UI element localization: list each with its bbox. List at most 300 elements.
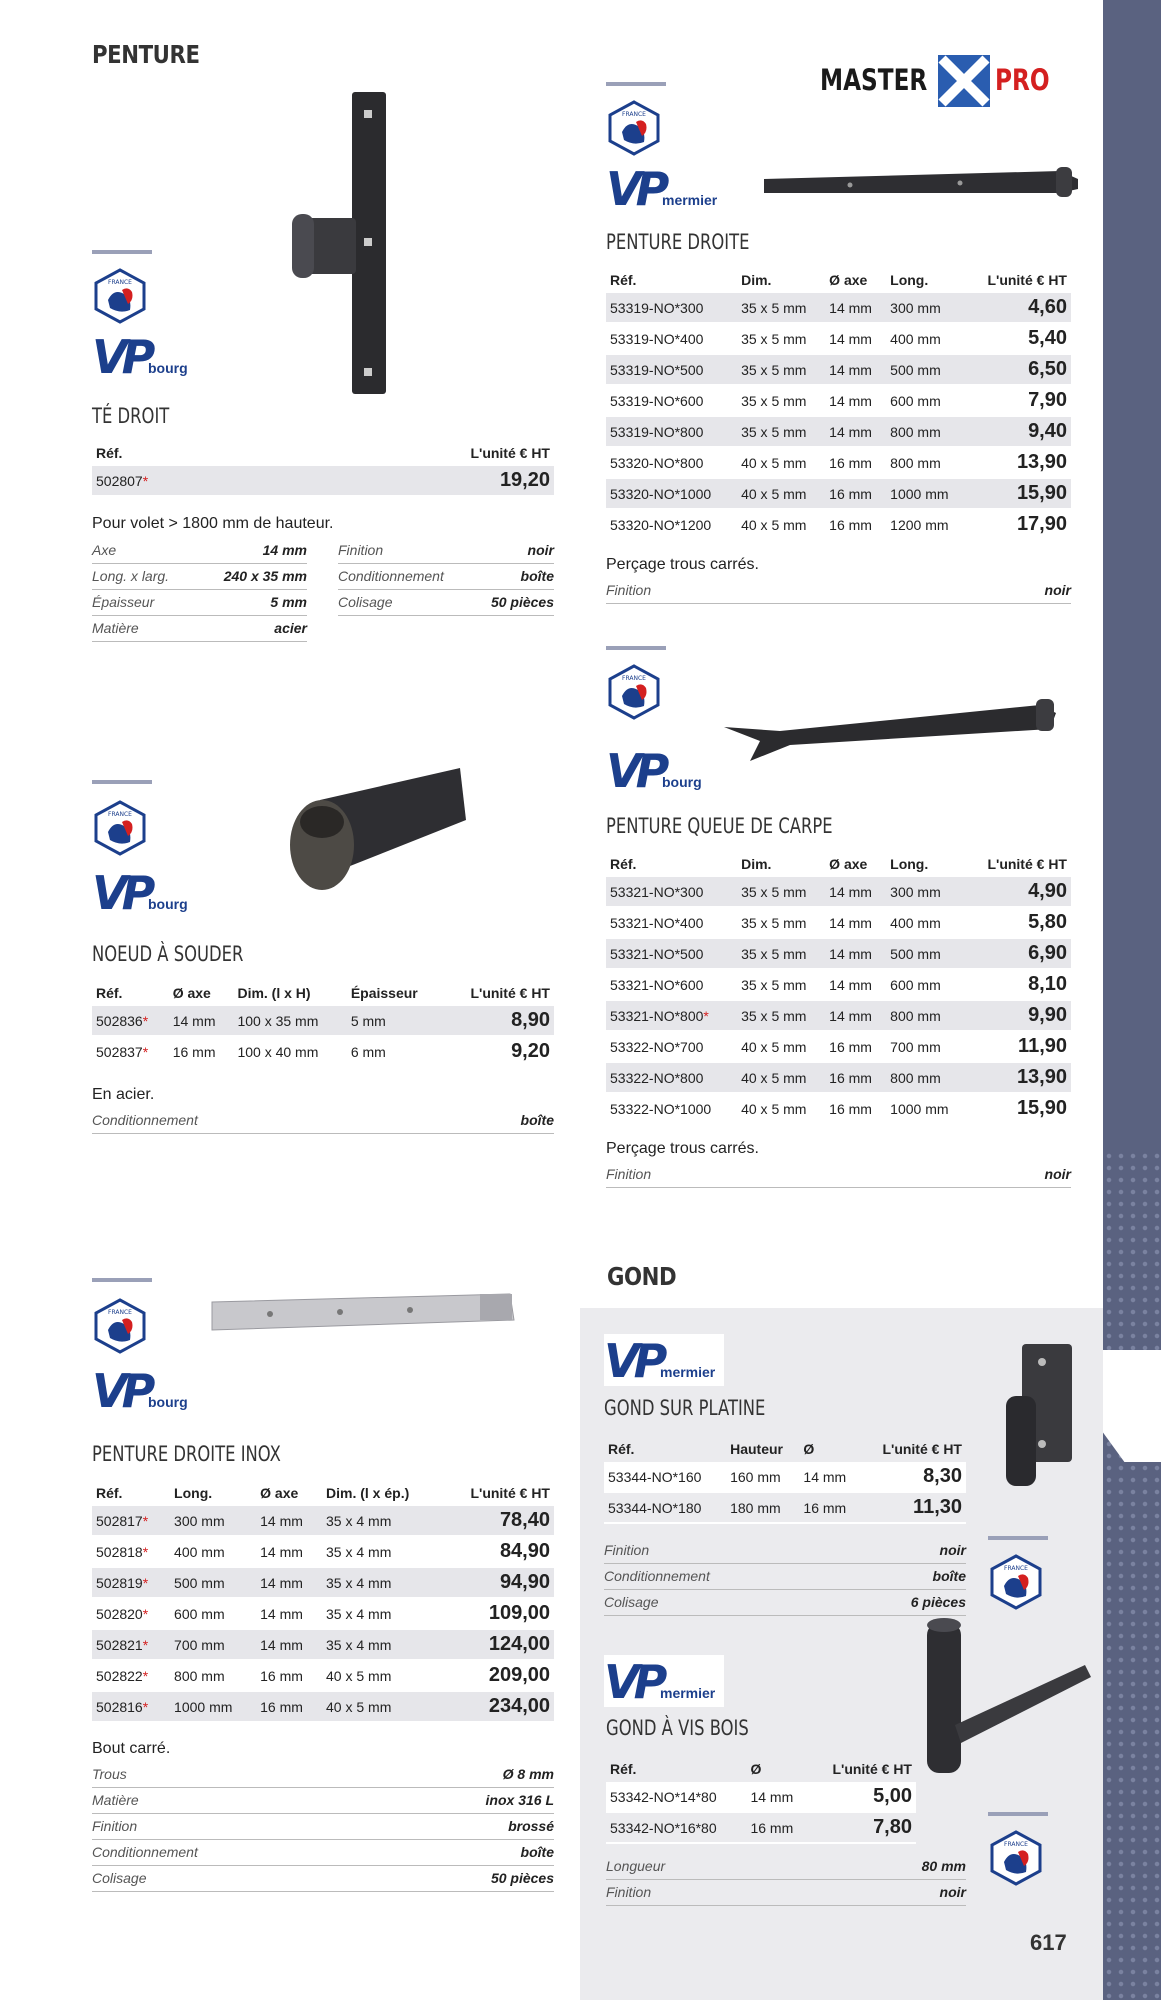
axe-cell: 14 mm bbox=[825, 385, 886, 416]
table-row bbox=[92, 1598, 554, 1629]
col-ref: Réf. bbox=[96, 985, 123, 1001]
h-cell: 180 mm bbox=[726, 1492, 799, 1523]
axe-cell: 14 mm bbox=[825, 293, 886, 323]
dim-cell: 35 x 5 mm bbox=[737, 907, 825, 938]
table-row bbox=[92, 1006, 554, 1036]
page-number: 617 bbox=[1030, 1930, 1067, 1955]
svg-text:FRANCE: FRANCE bbox=[108, 279, 132, 286]
price-cell: 234,00 bbox=[440, 1691, 554, 1722]
axe-cell: 16 mm bbox=[169, 1036, 234, 1067]
long-cell: 400 mm bbox=[886, 907, 966, 938]
product-table bbox=[606, 267, 1071, 541]
col-ref: Réf. bbox=[610, 1761, 637, 1777]
table-row bbox=[606, 969, 1071, 1000]
inox-image bbox=[210, 1290, 515, 1338]
made-in-france-icon bbox=[608, 100, 660, 156]
table-row bbox=[92, 1036, 554, 1067]
price-cell: 5,00 bbox=[809, 1782, 916, 1812]
axe-cell: 14 mm bbox=[825, 969, 886, 1000]
ref-cell: 53319-NO*500 bbox=[606, 354, 737, 385]
axe-cell: 14 mm bbox=[825, 938, 886, 969]
table-row bbox=[604, 1462, 966, 1492]
ref-cell: 53320-NO*800 bbox=[606, 447, 737, 478]
svg-text:FRANCE: FRANCE bbox=[108, 811, 132, 818]
specs-left bbox=[92, 538, 307, 642]
spec-row: Finition brossé bbox=[92, 1814, 554, 1840]
ref-cell: 53342-NO*16*80 bbox=[606, 1812, 746, 1843]
h-cell: 160 mm bbox=[726, 1462, 799, 1492]
product-title: PENTURE QUEUE DE CARPE bbox=[606, 814, 833, 838]
ref-cell: 53322-NO*800 bbox=[606, 1062, 737, 1093]
spec-row: Conditionnement boîte bbox=[92, 1108, 554, 1134]
dim-cell: 40 x 5 mm bbox=[737, 447, 825, 478]
ref-cell: 53319-NO*400 bbox=[606, 323, 737, 354]
product-note: Perçage trous carrés. bbox=[606, 1140, 759, 1157]
ref-cell: 502836* bbox=[92, 1006, 169, 1036]
product-title: GOND SUR PLATINE bbox=[604, 1396, 766, 1420]
spec-row: Épaisseur 5 mm bbox=[92, 590, 307, 616]
spec-row: Longueur 80 mm bbox=[606, 1854, 966, 1880]
axe-cell: 16 mm bbox=[825, 1093, 886, 1124]
axe-cell: 14 mm bbox=[256, 1598, 322, 1629]
specs bbox=[606, 578, 1071, 604]
price-cell: 11,30 bbox=[861, 1492, 966, 1523]
ref-cell: 53321-NO*600 bbox=[606, 969, 737, 1000]
ref-cell: 53319-NO*300 bbox=[606, 293, 737, 323]
col-diam: Ø bbox=[803, 1441, 815, 1457]
brand-pro: PRO bbox=[995, 63, 1050, 97]
svg-text:FRANCE: FRANCE bbox=[1004, 1565, 1028, 1572]
table-header bbox=[92, 1480, 554, 1506]
dim-cell: 35 x 4 mm bbox=[322, 1629, 440, 1660]
d-cell: 16 mm bbox=[799, 1492, 860, 1523]
col-price: L'unité € HT bbox=[987, 272, 1067, 288]
divider-bar bbox=[92, 1278, 152, 1282]
table-row bbox=[606, 938, 1071, 969]
price-cell: 94,90 bbox=[440, 1567, 554, 1598]
axe-cell: 16 mm bbox=[256, 1691, 322, 1722]
col-ref: Réf. bbox=[610, 272, 637, 288]
master-pro-logo bbox=[820, 55, 1050, 110]
long-cell: 400 mm bbox=[886, 323, 966, 354]
price-cell: 8,30 bbox=[861, 1462, 966, 1492]
vp-logo bbox=[604, 1334, 724, 1386]
price-cell: 8,10 bbox=[966, 969, 1071, 1000]
product-table bbox=[606, 851, 1071, 1125]
price-cell: 209,00 bbox=[440, 1660, 554, 1691]
vp-logo-sub: bourg bbox=[662, 774, 702, 790]
axe-cell: 14 mm bbox=[825, 877, 886, 907]
axe-cell: 16 mm bbox=[825, 447, 886, 478]
table-row bbox=[606, 1782, 916, 1812]
price-cell: 7,80 bbox=[809, 1812, 916, 1843]
col-dim: Dim. (l x ép.) bbox=[326, 1485, 410, 1501]
dim-cell: 40 x 5 mm bbox=[737, 478, 825, 509]
product-title: PENTURE DROITE bbox=[606, 230, 750, 254]
spec-row: Finition noir bbox=[604, 1538, 966, 1564]
svg-text:FRANCE: FRANCE bbox=[108, 1309, 132, 1316]
axe-cell: 16 mm bbox=[256, 1660, 322, 1691]
ref-cell: 502818* bbox=[92, 1536, 170, 1567]
col-dim: Dim. bbox=[741, 272, 772, 288]
table-header bbox=[604, 1436, 966, 1462]
table-row bbox=[606, 1031, 1071, 1062]
col-axe: Ø axe bbox=[829, 856, 868, 872]
price-cell: 78,40 bbox=[440, 1506, 554, 1536]
dim-cell: 35 x 5 mm bbox=[737, 877, 825, 907]
dim-cell: 35 x 5 mm bbox=[737, 1000, 825, 1031]
table-row bbox=[606, 1093, 1071, 1124]
dim-cell: 40 x 5 mm bbox=[737, 509, 825, 540]
vp-logo bbox=[92, 1364, 212, 1416]
col-ref: Réf. bbox=[608, 1441, 635, 1457]
vp-logo-mark: VP bbox=[92, 330, 150, 384]
made-in-france-icon bbox=[990, 1830, 1042, 1886]
ref-cell: 53321-NO*500 bbox=[606, 938, 737, 969]
dim-cell: 35 x 5 mm bbox=[737, 323, 825, 354]
dim-cell: 40 x 5 mm bbox=[737, 1062, 825, 1093]
long-cell: 800 mm bbox=[170, 1660, 256, 1691]
ref-cell: 53342-NO*14*80 bbox=[606, 1782, 746, 1812]
svg-text:FRANCE: FRANCE bbox=[622, 111, 646, 118]
price-cell: 9,90 bbox=[966, 1000, 1071, 1031]
vp-logo-sub: mermier bbox=[662, 192, 718, 208]
price-cell: 11,90 bbox=[966, 1031, 1071, 1062]
made-in-france-icon bbox=[608, 664, 660, 720]
vp-logo-sub: bourg bbox=[148, 360, 188, 376]
made-in-france-icon bbox=[94, 1298, 146, 1354]
product-note: Pour volet > 1800 mm de hauteur. bbox=[92, 515, 334, 532]
spec-row: Axe 14 mm bbox=[92, 538, 307, 564]
spec-row: Matière acier bbox=[92, 616, 307, 642]
ref-cell: 502817* bbox=[92, 1506, 170, 1536]
price-cell: 4,60 bbox=[966, 293, 1071, 323]
axe-cell: 16 mm bbox=[825, 1031, 886, 1062]
long-cell: 300 mm bbox=[886, 293, 966, 323]
spec-row: Finition noir bbox=[338, 538, 554, 564]
vp-logo bbox=[92, 330, 212, 382]
axe-cell: 14 mm bbox=[169, 1006, 234, 1036]
dim-cell: 35 x 5 mm bbox=[737, 385, 825, 416]
dim-cell: 100 x 40 mm bbox=[233, 1036, 346, 1067]
spec-row: Long. x larg. 240 x 35 mm bbox=[92, 564, 307, 590]
made-in-france-icon bbox=[990, 1554, 1042, 1610]
specs bbox=[92, 1108, 554, 1134]
divider-bar bbox=[606, 646, 666, 650]
product-note: En acier. bbox=[92, 1086, 155, 1103]
spec-row: Finition noir bbox=[606, 1880, 966, 1906]
table-header bbox=[606, 267, 1071, 293]
vp-logo-mark: VP bbox=[604, 1655, 662, 1709]
vp-logo-sub: bourg bbox=[148, 1394, 188, 1410]
price-cell: 9,20 bbox=[442, 1036, 554, 1067]
price-cell: 19,20 bbox=[280, 466, 554, 496]
spec-row: Colisage 50 pièces bbox=[338, 590, 554, 616]
axe-cell: 14 mm bbox=[825, 416, 886, 447]
dim-cell: 100 x 35 mm bbox=[233, 1006, 346, 1036]
table-header bbox=[606, 1756, 916, 1782]
d-cell: 14 mm bbox=[799, 1462, 860, 1492]
axe-cell: 14 mm bbox=[825, 907, 886, 938]
table-row bbox=[606, 323, 1071, 354]
ref-cell: 53319-NO*600 bbox=[606, 385, 737, 416]
col-hauteur: Hauteur bbox=[730, 1441, 783, 1457]
dim-cell: 40 x 5 mm bbox=[322, 1691, 440, 1722]
table-header bbox=[92, 980, 554, 1006]
dim-cell: 35 x 5 mm bbox=[737, 416, 825, 447]
brand-master: MASTER bbox=[820, 63, 928, 97]
vp-logo-mark: VP bbox=[604, 1334, 662, 1388]
price-cell: 7,90 bbox=[966, 385, 1071, 416]
col-dim: Dim. bbox=[741, 856, 772, 872]
specs bbox=[604, 1538, 966, 1616]
table-row bbox=[606, 1812, 916, 1843]
price-cell: 124,00 bbox=[440, 1629, 554, 1660]
col-axe: Ø axe bbox=[260, 1485, 299, 1501]
product-table bbox=[92, 980, 554, 1068]
table-row bbox=[606, 509, 1071, 540]
ref-cell: 53344-NO*160 bbox=[604, 1462, 726, 1492]
price-cell: 8,90 bbox=[442, 1006, 554, 1036]
table-row bbox=[606, 447, 1071, 478]
spec-row: Trous Ø 8 mm bbox=[92, 1762, 554, 1788]
ref-cell: 502816* bbox=[92, 1691, 170, 1722]
gond-vis-image bbox=[905, 1615, 1095, 1795]
dim-cell: 35 x 4 mm bbox=[322, 1536, 440, 1567]
ref-cell: 502819* bbox=[92, 1567, 170, 1598]
ref-cell: 502821* bbox=[92, 1629, 170, 1660]
long-cell: 1000 mm bbox=[170, 1691, 256, 1722]
table-row bbox=[92, 466, 554, 496]
col-price: L'unité € HT bbox=[832, 1761, 912, 1777]
table-row bbox=[606, 354, 1071, 385]
specs-right bbox=[338, 538, 554, 616]
product-table bbox=[606, 1756, 916, 1844]
table-header bbox=[606, 851, 1071, 877]
product-title: NOEUD À SOUDER bbox=[92, 942, 244, 966]
price-cell: 9,40 bbox=[966, 416, 1071, 447]
specs bbox=[606, 1854, 966, 1906]
table-row bbox=[606, 416, 1071, 447]
table-row bbox=[606, 877, 1071, 907]
col-ref: Réf. bbox=[96, 1485, 123, 1501]
long-cell: 1200 mm bbox=[886, 509, 966, 540]
col-price: L'unité € HT bbox=[470, 985, 550, 1001]
vp-logo bbox=[92, 866, 212, 918]
table-row bbox=[92, 1691, 554, 1722]
te-droit-image bbox=[290, 90, 420, 400]
long-cell: 700 mm bbox=[886, 1031, 966, 1062]
product-table bbox=[604, 1436, 966, 1524]
long-cell: 800 mm bbox=[886, 447, 966, 478]
divider-bar bbox=[92, 780, 152, 784]
product-title: TÉ DROIT bbox=[92, 404, 170, 428]
dim-cell: 35 x 4 mm bbox=[322, 1598, 440, 1629]
table-row bbox=[606, 1062, 1071, 1093]
svg-text:FRANCE: FRANCE bbox=[1004, 1841, 1028, 1848]
spec-row: Conditionnement boîte bbox=[92, 1840, 554, 1866]
col-epaisseur: Épaisseur bbox=[350, 985, 418, 1001]
vp-logo-mark: VP bbox=[92, 866, 150, 920]
ref-cell: 53321-NO*400 bbox=[606, 907, 737, 938]
table-row bbox=[606, 1000, 1071, 1031]
dim-cell: 40 x 5 mm bbox=[737, 1093, 825, 1124]
col-long: Long. bbox=[890, 856, 929, 872]
dim-cell: 35 x 5 mm bbox=[737, 969, 825, 1000]
table-row bbox=[606, 385, 1071, 416]
col-price: L'unité € HT bbox=[987, 856, 1067, 872]
ref-cell: 502837* bbox=[92, 1036, 169, 1067]
brand-cross-icon bbox=[938, 55, 990, 107]
divider-bar bbox=[988, 1536, 1048, 1540]
col-diam: Ø bbox=[750, 1761, 762, 1777]
table-row bbox=[92, 1660, 554, 1691]
col-long: Long. bbox=[890, 272, 929, 288]
spec-row: Colisage 6 pièces bbox=[604, 1590, 966, 1616]
table-row bbox=[92, 1506, 554, 1536]
dim-cell: 35 x 5 mm bbox=[737, 938, 825, 969]
vp-logo-mark: VP bbox=[606, 744, 664, 798]
long-cell: 600 mm bbox=[886, 385, 966, 416]
ref-cell: 502807* bbox=[92, 466, 280, 496]
axe-cell: 16 mm bbox=[825, 509, 886, 540]
dim-cell: 35 x 4 mm bbox=[322, 1567, 440, 1598]
table-row bbox=[604, 1492, 966, 1523]
section-title-gond: GOND bbox=[607, 1262, 677, 1291]
ref-cell: 53322-NO*1000 bbox=[606, 1093, 737, 1124]
col-axe: Ø axe bbox=[172, 985, 211, 1001]
price-cell: 13,90 bbox=[966, 1062, 1071, 1093]
table-row bbox=[606, 907, 1071, 938]
price-cell: 84,90 bbox=[440, 1536, 554, 1567]
ref-cell: 53321-NO*300 bbox=[606, 877, 737, 907]
specs bbox=[92, 1762, 554, 1892]
price-cell: 6,50 bbox=[966, 354, 1071, 385]
ref-cell: 502822* bbox=[92, 1660, 170, 1691]
spec-row: Conditionnement boîte bbox=[338, 564, 554, 590]
price-cell: 15,90 bbox=[966, 1093, 1071, 1124]
long-cell: 600 mm bbox=[170, 1598, 256, 1629]
long-cell: 800 mm bbox=[886, 1000, 966, 1031]
vp-logo-sub: bourg bbox=[148, 896, 188, 912]
table-row bbox=[606, 293, 1071, 323]
axe-cell: 14 mm bbox=[256, 1536, 322, 1567]
dim-cell: 40 x 5 mm bbox=[322, 1660, 440, 1691]
axe-cell: 16 mm bbox=[825, 1062, 886, 1093]
ref-cell: 53319-NO*800 bbox=[606, 416, 737, 447]
col-long: Long. bbox=[174, 1485, 213, 1501]
table-row bbox=[92, 1536, 554, 1567]
product-title: PENTURE DROITE INOX bbox=[92, 1442, 281, 1466]
product-table bbox=[92, 1480, 554, 1723]
vp-logo-mark: VP bbox=[92, 1364, 150, 1418]
price-cell: 4,90 bbox=[966, 877, 1071, 907]
d-cell: 14 mm bbox=[746, 1782, 808, 1812]
price-cell: 17,90 bbox=[966, 509, 1071, 540]
noeud-image bbox=[280, 760, 470, 910]
product-title: GOND À VIS BOIS bbox=[606, 1716, 749, 1740]
axe-cell: 14 mm bbox=[256, 1567, 322, 1598]
col-price: L'unité € HT bbox=[470, 445, 550, 461]
col-axe: Ø axe bbox=[829, 272, 868, 288]
d-cell: 16 mm bbox=[746, 1812, 808, 1843]
side-band-pattern bbox=[1103, 1150, 1161, 2000]
spec-row: Finition noir bbox=[606, 1162, 1071, 1188]
table-row bbox=[606, 478, 1071, 509]
vp-logo bbox=[606, 162, 726, 214]
table-header bbox=[92, 440, 554, 466]
dim-cell: 35 x 4 mm bbox=[322, 1506, 440, 1536]
price-cell: 13,90 bbox=[966, 447, 1071, 478]
axe-cell: 14 mm bbox=[256, 1506, 322, 1536]
price-cell: 6,90 bbox=[966, 938, 1071, 969]
gond-platine-image bbox=[1000, 1340, 1080, 1490]
col-dim: Dim. (l x H) bbox=[237, 985, 311, 1001]
axe-cell: 14 mm bbox=[825, 323, 886, 354]
ref-cell: 53321-NO*800* bbox=[606, 1000, 737, 1031]
vp-logo-mark: VP bbox=[606, 162, 664, 216]
long-cell: 800 mm bbox=[886, 1062, 966, 1093]
long-cell: 500 mm bbox=[886, 938, 966, 969]
ref-cell: 53320-NO*1200 bbox=[606, 509, 737, 540]
ref-cell: 53344-NO*180 bbox=[604, 1492, 726, 1523]
long-cell: 500 mm bbox=[886, 354, 966, 385]
divider-bar bbox=[92, 250, 152, 254]
col-price: L'unité € HT bbox=[470, 1485, 550, 1501]
axe-cell: 14 mm bbox=[825, 354, 886, 385]
vp-logo bbox=[606, 744, 726, 796]
vp-logo bbox=[604, 1655, 724, 1707]
col-ref: Réf. bbox=[96, 445, 123, 461]
ref-cell: 53320-NO*1000 bbox=[606, 478, 737, 509]
col-ref: Réf. bbox=[610, 856, 637, 872]
long-cell: 300 mm bbox=[170, 1506, 256, 1536]
vp-logo-sub: mermier bbox=[660, 1685, 716, 1701]
made-in-france-icon bbox=[94, 268, 146, 324]
product-note: Perçage trous carrés. bbox=[606, 556, 759, 573]
made-in-france-icon bbox=[94, 800, 146, 856]
specs bbox=[606, 1162, 1071, 1188]
divider-bar bbox=[606, 82, 666, 86]
long-cell: 800 mm bbox=[886, 416, 966, 447]
axe-cell: 16 mm bbox=[825, 478, 886, 509]
long-cell: 400 mm bbox=[170, 1536, 256, 1567]
svg-text:FRANCE: FRANCE bbox=[622, 675, 646, 682]
spec-row: Finition noir bbox=[606, 578, 1071, 604]
penture-droite-image bbox=[760, 165, 1080, 205]
product-table bbox=[92, 440, 554, 497]
product-note: Bout carré. bbox=[92, 1740, 171, 1757]
col-price: L'unité € HT bbox=[882, 1441, 962, 1457]
price-cell: 5,40 bbox=[966, 323, 1071, 354]
long-cell: 600 mm bbox=[886, 969, 966, 1000]
price-cell: 109,00 bbox=[440, 1598, 554, 1629]
ref-cell: 53322-NO*700 bbox=[606, 1031, 737, 1062]
spec-row: Matière inox 316 L bbox=[92, 1788, 554, 1814]
price-cell: 5,80 bbox=[966, 907, 1071, 938]
price-cell: 15,90 bbox=[966, 478, 1071, 509]
long-cell: 1000 mm bbox=[886, 478, 966, 509]
dim-cell: 35 x 5 mm bbox=[737, 293, 825, 323]
section-title-penture: PENTURE bbox=[92, 40, 200, 69]
long-cell: 1000 mm bbox=[886, 1093, 966, 1124]
spec-row: Colisage 50 pièces bbox=[92, 1866, 554, 1892]
ref-cell: 502820* bbox=[92, 1598, 170, 1629]
spec-row: Conditionnement boîte bbox=[604, 1564, 966, 1590]
queue-carpe-image bbox=[720, 695, 1060, 765]
axe-cell: 14 mm bbox=[256, 1629, 322, 1660]
dim-cell: 35 x 5 mm bbox=[737, 354, 825, 385]
